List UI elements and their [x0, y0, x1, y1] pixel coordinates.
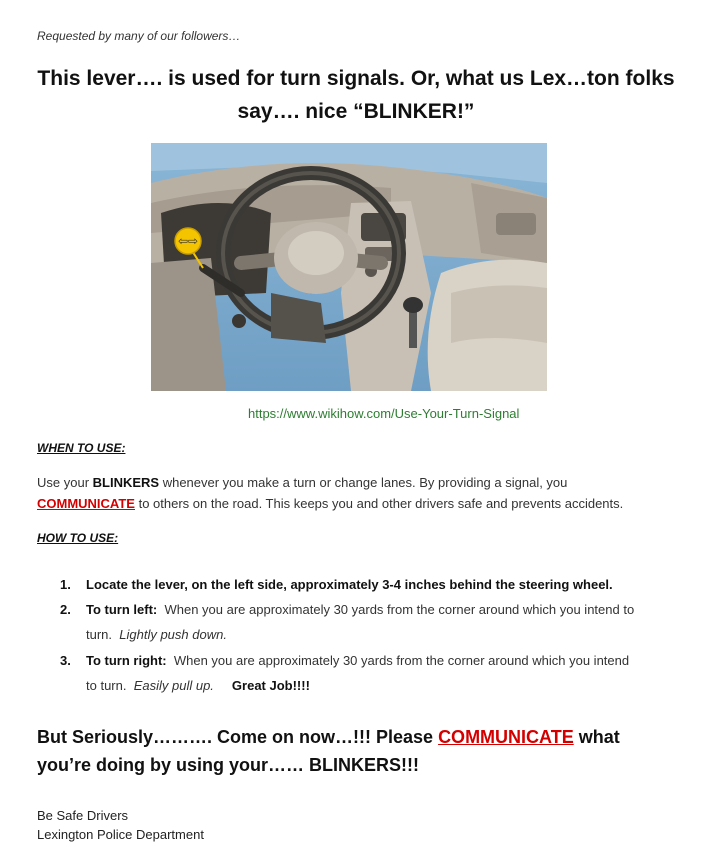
- signature-line-2: Lexington Police Department: [37, 827, 204, 842]
- list-item: 1. Locate the lever, on the left side, approximately 3-4 inches behind the steering wheel.: [60, 577, 613, 592]
- car-interior-illustration: [151, 143, 547, 391]
- signature: [37, 806, 204, 844]
- closing-communicate-emphasis: COMMUNICATE: [438, 727, 574, 747]
- source-link[interactable]: https://www.wikihow.com/Use-Your-Turn-Signal: [248, 406, 520, 421]
- blinkers-emphasis: BLINKERS: [92, 475, 160, 490]
- when-to-use-heading: WHEN TO USE:: [37, 441, 126, 455]
- how-to-use-heading: HOW TO USE:: [37, 531, 119, 545]
- when-to-use-paragraph: Use your BLINKERS whenever you make a turn or change lanes. By providing a signal, you COMMUNICATE to others on the road. This keeps you and other drivers safe and prevents accidents.: [37, 475, 624, 511]
- closing-statement: But Seriously………. Come on now…!!! Please COMMUNICATE what you’re doing by using your…… BLINKERS!!!: [37, 727, 620, 775]
- turn-signal-arrows-icon: ⇦⇨: [177, 234, 199, 248]
- great-job-text: Great Job!!!!: [231, 678, 310, 693]
- intro-text: Requested by many of our followers…: [37, 29, 241, 43]
- list-item: 3. To turn right: When you are approximately 30 yards from the corner around which you intend to turn. Easily pull up. Great Job!!!!: [60, 653, 630, 693]
- page-title-line-2: say…. nice “BLINKER!”: [237, 100, 475, 123]
- signature-line-1: Be Safe Drivers: [37, 808, 129, 823]
- list-item: 2. To turn left: When you are approximately 30 yards from the corner around which you intend to turn. Lightly push down.: [60, 602, 635, 642]
- communicate-emphasis: COMMUNICATE: [37, 496, 135, 511]
- page-title-line-1: This lever…. is used for turn signals. Or, what us Lex…ton folks: [37, 67, 675, 90]
